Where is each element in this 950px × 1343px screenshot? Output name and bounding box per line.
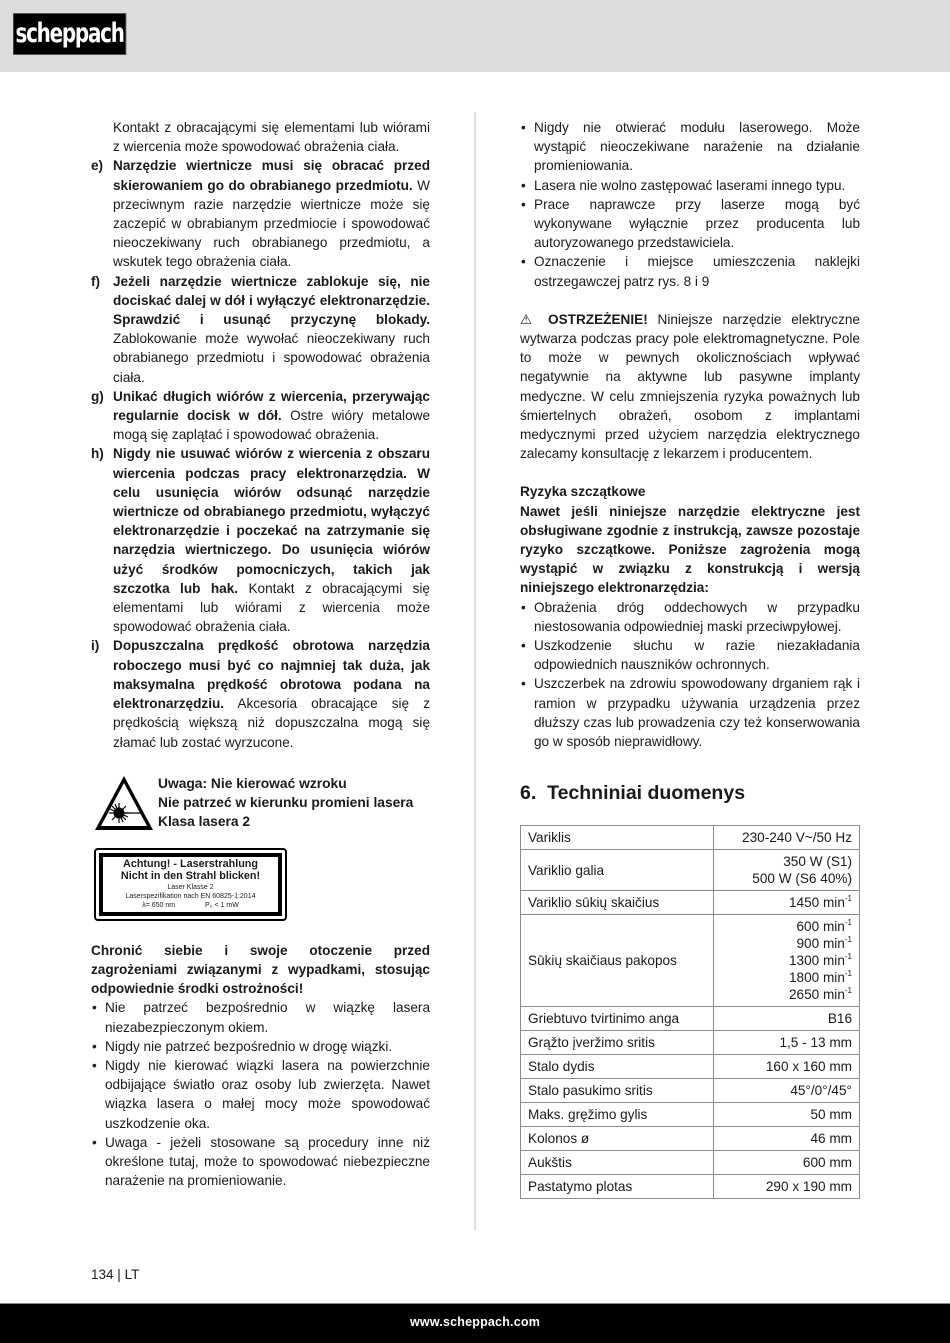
website-link[interactable]: www.scheppach.com — [409, 1315, 541, 1329]
bullet-dot: • — [521, 196, 526, 212]
item-marker: e) — [91, 158, 104, 174]
spec-row — [521, 915, 860, 1007]
laser-label-line-1: Achtung! - Laserstrahlung — [123, 857, 258, 870]
scheppach-logo: scheppach — [13, 13, 126, 55]
header-band — [0, 0, 950, 72]
section-heading — [520, 781, 860, 805]
residual-bullet: • Uszkodzenie słuchu w razie niezakładania odpowiednich nauszników ochronnych. — [521, 638, 860, 673]
laser-label-line-4: Laserspezifikation nach EN 60825-1:2014 — [125, 892, 256, 900]
spec-value: 290 x 190 mm — [714, 1175, 860, 1199]
laser-warning-block — [91, 774, 430, 836]
spec-row — [521, 1031, 860, 1055]
spec-label: Kolonos ø — [521, 1127, 714, 1151]
section-number: 6. — [520, 782, 537, 805]
safety-item-h — [91, 444, 430, 636]
laser-label-line-2: Nicht in den Strahl blicken! — [120, 870, 261, 883]
protect-heading: Chronić siebie i swoje otoczenie przed zagrożeniami związanymi z wypadkami, stosując odpowiednie środki ostrożności! — [91, 942, 430, 997]
spec-label: Sūkių skaičiaus pakopos — [521, 915, 714, 1007]
item-marker: g) — [91, 388, 104, 404]
spec-value: B16 — [714, 1007, 860, 1031]
item-text: Kontakt z obracającymi się elementami lub wiórami z wiercenia może spowodować obrażenia ciała. — [113, 580, 430, 635]
bullet-dot: • — [521, 638, 526, 654]
spec-value: 600 $\min^{-1}$ 900 $\min^{-1}$ 1300 $\min^{-1}$ 1800 $\min^{-1}$ 2650 $\min^{-1}$ — [714, 915, 860, 1007]
spec-value: 45°/0°/45° — [714, 1079, 860, 1103]
safety-item-e — [91, 156, 430, 271]
section-title: Techniniai duomenys — [547, 782, 746, 805]
laser-label-line-5 — [103, 901, 278, 910]
spec-row — [521, 1007, 860, 1031]
laser-label-line-3: Laser Klasse 2 — [167, 883, 214, 891]
spec-value: 1,5 - 13 mm — [714, 1031, 860, 1055]
page-number: 134 | LT — [91, 1267, 140, 1282]
bullet-dot: • — [92, 1057, 97, 1073]
residual-risk-intro: Nawet jeśli niniejsze narzędzie elektryczne jest obsługiwane zgodnie z instrukcją, zawsze pozostaje ryzyko szczątkowe. Poniższe zagrożenia mogą wystąpić w związku z konstrukcją i wersją niniejszego elektronarzędzia: — [520, 503, 860, 596]
residual-risk-heading: Ryzyka szczątkowe — [520, 484, 646, 500]
bullet-dot: • — [92, 1134, 97, 1150]
protect-bullet: • Nigdy nie kierować wiązki lasera na powierzchnie odbijające światło oraz osoby lub zwierzęta. Nawet wiązka lasera o małej mocy może spowodować uszkodzenie oka. — [92, 1057, 430, 1131]
item-bold-text: Narzędzie wiertnicze musi się obracać przed skierowaniem go do obrabianego przedmiotu. — [113, 158, 430, 193]
item-bold-text: Unikać długich wiórów z wiercenia, przerywając regularnie docisk w dół. — [113, 388, 430, 424]
spec-row — [521, 1127, 860, 1151]
right-column — [520, 118, 860, 1199]
page-language: LT — [124, 1267, 140, 1282]
item-text: Ostre wióry metalowe mogą się zaplątać i spowodować obrażenia. — [113, 408, 431, 443]
spec-label: Variklio sūkių skaičius — [521, 891, 714, 915]
bullet-dot: • — [521, 599, 526, 615]
spec-label: Stalo dydis — [521, 1055, 714, 1079]
spec-row — [521, 1055, 860, 1079]
spec-row — [521, 1079, 860, 1103]
spec-value: 350 W (S1) 500 W (S6 40%) — [714, 850, 860, 891]
spec-label: Variklio galia — [521, 850, 714, 891]
spec-value: 600 mm — [714, 1151, 860, 1175]
laser-bullet: • Lasera nie wolno zastępować laserami innego typu. — [520, 176, 860, 195]
spec-value: 230-240 V~/50 Hz — [714, 826, 860, 850]
spec-label: Aukštis — [521, 1151, 714, 1175]
bullet-dot: • — [521, 120, 526, 135]
laser-warning-line-2: Nie patrzeć w kierunku promieni lasera — [158, 794, 414, 810]
item-marker: i) — [91, 638, 100, 654]
laser-class-label — [94, 848, 287, 921]
warning-label: OSTRZEŻENIE! — [548, 311, 648, 327]
residual-bullet: • Uszczerbek na zdrowiu spowodowany drganiem rąk i ramion w przypadku używania urządzenia przez dłuższy czas lub prowadzenia czy też konserwowania go w sposób nieprawidłowy. — [521, 676, 860, 750]
laser-warning-line-1: Uwaga: Nie kierować wzroku — [158, 775, 347, 791]
item-bold-text: Nigdy nie usuwać wiórów z wiercenia z obszaru wiercenia podczas pracy elektronarzędzia. W celu usunięcia wiórów odsunąć narzędzie wiertnicze od obrabianego przedmiotu, wyłączyć elektronarzędzie i poczekać na zatrzymanie się narzędzia wiertniczego. Do usunięcia wiórów użyć środków pomocniczych, takich jak szczotka lub hak. — [113, 446, 430, 596]
safety-item-g — [91, 387, 430, 445]
item-text: W przeciwnym razie narzędzie wiertnicze może się zaczepić w obrabianym przedmiocie i spowodować nieoczekiwany ruch obrabianego przedmiotu, a wskutek tego obrażenia ciała. — [113, 177, 430, 270]
bullet-dot: • — [92, 1000, 97, 1016]
spec-row — [521, 850, 860, 891]
spec-label: Grąžto įveržimo sritis — [521, 1031, 714, 1055]
bullet-dot: • — [521, 676, 526, 692]
spec-value: 160 x 160 mm — [714, 1055, 860, 1079]
emf-warning — [520, 310, 860, 464]
laser-wavelength: λ= 650 nm — [142, 901, 176, 909]
footer-band — [0, 1303, 950, 1343]
laser-bullet: • Oznaczenie i miejsce umieszczenia naklejki ostrzegawczej patrz rys. 8 i 9 — [521, 254, 860, 289]
spec-row — [521, 891, 860, 915]
safety-item-f — [91, 272, 430, 387]
spec-label: Variklis — [521, 826, 714, 850]
protect-bullet: • Nie patrzeć bezpośrednio w wiązkę lasera niezabezpieczonym okiem. — [92, 1000, 430, 1035]
protect-bullet: • Nigdy nie patrzeć bezpośrednio w drogę wiązki. — [91, 1037, 430, 1056]
spec-value: 46 mm — [714, 1127, 860, 1151]
laser-warning-text — [158, 774, 413, 831]
spec-label: Stalo pasukimo sritis — [521, 1079, 714, 1103]
spec-label: Pastatymo plotas — [521, 1175, 714, 1199]
item-bold-text: Jeżeli narzędzie wiertnicze zablokuje się, nie dociskać dalej w dół i wyłączyć elektronarzędzie. Sprawdzić i usunąć przyczynę blokady. — [113, 273, 430, 328]
intro-continuation: Kontakt z obracającymi się elementami lub wiórami z wiercenia może spowodować obrażenia ciała. — [113, 120, 430, 155]
laser-warning-line-3: Klasa lasera 2 — [158, 813, 251, 829]
warning-text: Niniejsze narzędzie elektryczne wytwarza podczas pracy pole elektromagnetyczne. Pole to może w pewnych okolicznościach wpływać negatywnie na aktywne lub pasywne implanty medyczne. W celu zmniejszenia ryzyka poważnych lub śmiertelnych obrażeń, osobom z implantami medycznymi przed użyciem narzędzia elektrycznego zalecamy konsultację z lekarzem i producentem. — [520, 311, 860, 462]
column-divider — [474, 112, 476, 1230]
item-text: Zablokowanie może wywołać nieoczekiwany ruch obrabianego przedmiotu i spowodować obrażenia ciała. — [113, 331, 430, 385]
laser-power: P₀ < 1 mW — [204, 901, 239, 909]
protect-bullet: • Uwaga - jeżeli stosowane są procedury inne niż określone tutaj, może to spowodować niebezpieczne narażenie na promieniowanie. — [92, 1134, 430, 1189]
spec-row — [521, 826, 860, 850]
laser-bullet: • Prace naprawcze przy laserze mogą być wykonywane wyłącznie przez producenta lub autoryzowanego przedstawiciela. — [521, 196, 860, 251]
spec-label: Maks. gręžimo gylis — [521, 1103, 714, 1127]
bullet-dot: • — [521, 254, 526, 270]
item-marker: h) — [91, 446, 104, 462]
residual-bullet: • Obrażenia dróg oddechowych w przypadku niestosowania odpowiedniej maski przeciwpyłowej. — [521, 599, 860, 634]
laser-bullet: • Nigdy nie otwierać modułu laserowego. Może wystąpić nieoczekiwane narażenie na działanie promieniowania. — [521, 120, 860, 174]
technical-data-table — [520, 825, 860, 1199]
laser-warning-triangle-icon — [93, 774, 155, 832]
bullet-dot: • — [92, 1038, 97, 1054]
spec-value: 1450 $\min^{-1}$ — [714, 891, 860, 915]
item-bold-text: Dopuszczalna prędkość obrotowa narzędzia roboczego musi być co najmniej tak duża, jak maksymalna prędkość obrotowa podana na elektronarzędziu. — [113, 638, 430, 712]
spec-row — [521, 1151, 860, 1175]
item-marker: f) — [91, 273, 101, 289]
spec-value: 50 mm — [714, 1103, 860, 1127]
warning-triangle-icon: ⚠ — [520, 311, 539, 327]
page-separator: | — [117, 1267, 121, 1282]
bullet-dot: • — [521, 177, 526, 193]
item-text: Akcesoria obracające się z prędkością większą niż dopuszczalna mogą się złamać lub zostać wyrzucone. — [113, 696, 430, 750]
spec-row — [521, 1175, 860, 1199]
safety-item-i — [91, 636, 430, 751]
spec-label: Griebtuvo tvirtinimo anga — [521, 1007, 714, 1031]
left-column — [91, 118, 430, 1190]
spec-row — [521, 1103, 860, 1127]
